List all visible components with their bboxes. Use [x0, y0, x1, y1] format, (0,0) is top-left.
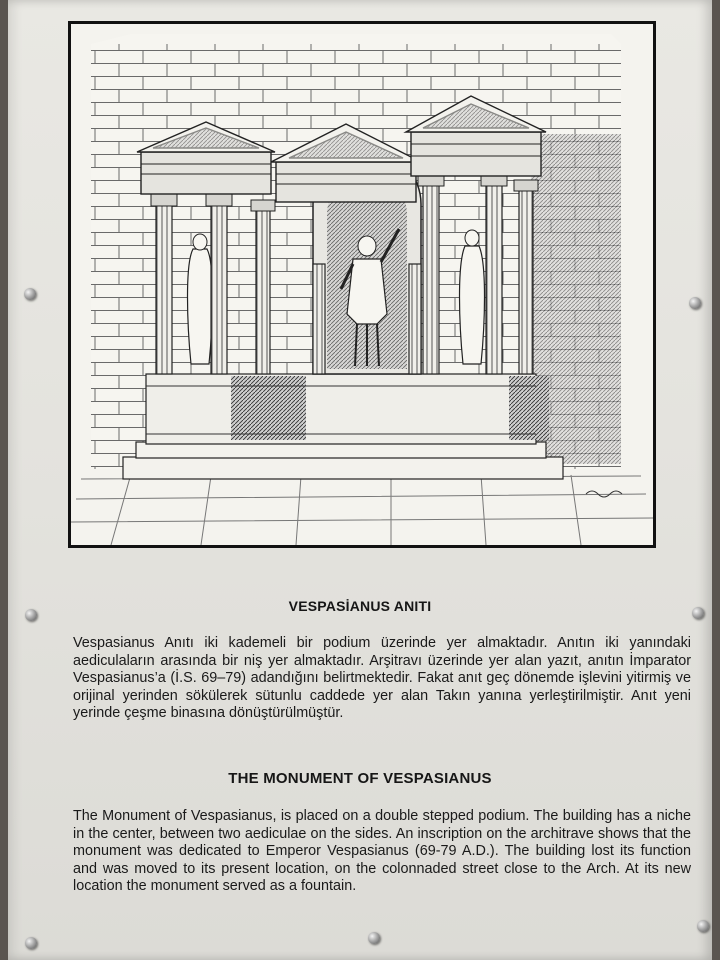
screw-icon: [368, 932, 380, 944]
screw-icon: [25, 937, 37, 949]
screw-icon: [689, 297, 701, 309]
heading-turkish: VESPASİANUS ANITI: [288, 598, 432, 614]
monument-illustration: [71, 24, 653, 545]
screw-icon: [697, 920, 709, 932]
paragraph-turkish: Vespasianus Anıtı iki kademeli bir podium üzerinde yer almaktadır. Anıtın iki yanındaki aediculaların arasında bir niş yer almaktadır. Arşitravı üzerinde yer alan yazıt, anıtın İmparator Vespasianus’a (İ.S. 69–79) adandığını belirtmektedir. Fakat anıt geç dönemde işlevini yitirmiş ve orijinal yerinden sökülerek sütunlu caddede yer alan Takın yanına yerleştirilmiştir. Anıt yeni yerinde çeşme binasına dönüştürülmüştür.: [73, 635, 691, 722]
monument-illustration-frame: [68, 21, 656, 548]
heading-english: THE MONUMENT OF VESPASIANUS: [228, 770, 492, 787]
screw-icon: [24, 288, 36, 300]
paragraph-english: The Monument of Vespasianus, is placed on a double stepped podium. The building has a niche in the center, between two aediculae on the sides. An inscription on the architrave shows that the monument was dedicated to Emperor Vespasianus (69-79 A.D.). The building lost its function and was moved to its present location, on the colonnaded street close to the Arch. At its new location the monument served as a fountain.: [73, 808, 691, 895]
